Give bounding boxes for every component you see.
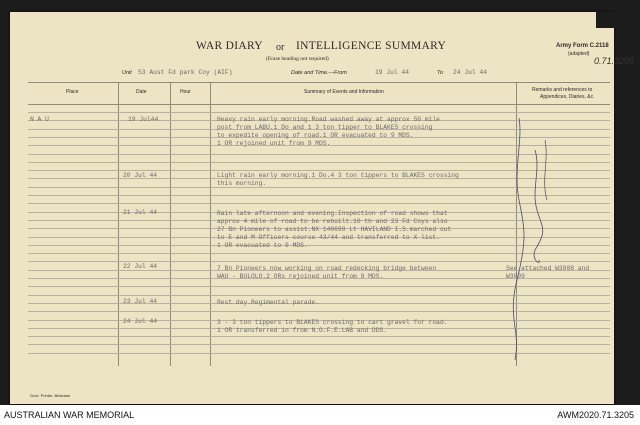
printer-credit: Govt. Printer, Brisbane (30, 393, 71, 398)
title-or: or (276, 42, 285, 53)
entry-3-line-4: to E and M Officers course 43/44 and transferred to X list. (217, 234, 440, 241)
column-header-place: Place (66, 89, 79, 95)
date-time-label: Date and Time.—From (291, 70, 347, 76)
entry-3-line-1: Rain late afternoon and evening.Inspection of road shows that (217, 210, 448, 217)
footer-accession-number: AWM2020.71.3205 (557, 410, 634, 420)
hour-column-divider (210, 82, 211, 366)
army-form-label: Army Form C.2118 (556, 43, 609, 49)
entry-2-line-1: Light rain early morning.1 Do.4 3 ton tippers to BLAKES crossing (217, 172, 459, 179)
title-war-diary: WAR DIARY (196, 40, 263, 52)
entry-4-line-2: WAU - BULOLO.2 ORs rejoined unit from 9 MDS. (217, 273, 384, 280)
entry-6-line-2: 1 OR transferred in from N.G.F.E.LAB and DDS. (217, 327, 388, 334)
entry-2-line-2: this morning. (217, 180, 267, 187)
entry-3-line-3: 27 Bn Pioneers to assist.NX 148698 Lt HAVILAND I.S.marched out (217, 226, 452, 233)
entry-1-line-2: post from LABU.1 Do and 1 3 ton tipper to BLAKES crossing (217, 124, 433, 131)
army-form-sub: (adapted) (568, 51, 590, 57)
pencil-annotation: 0.71.3205 (594, 56, 635, 66)
entry-1-line-3: to expedite opening of road.1 OR evacuated to 9 MDS. (217, 132, 414, 139)
column-header-date: Date (136, 89, 147, 95)
entry-4-date: 22 Jul 44 (123, 263, 158, 270)
date-column-divider (170, 82, 171, 366)
torn-corner (596, 12, 640, 28)
entry-5-date: 23 Jul 44 (123, 298, 158, 305)
entry-1-line-4: 1 OR rejoined unit from 9 MDS. (217, 140, 331, 147)
unit-label: Unit (122, 70, 132, 76)
entry-6-date: 24 Jul 44 (123, 318, 158, 325)
handwritten-signature (505, 110, 565, 370)
footer-institution: AUSTRALIAN WAR MEMORIAL (4, 410, 135, 420)
entry-1-date: 19 Jul44 (128, 116, 159, 123)
table-top-rule (28, 82, 610, 83)
archive-footer (0, 405, 640, 425)
entry-3-line-2: approx 4 mile of road to be rebuilt.10 th and 23 Fd Coys also (217, 218, 448, 225)
place-column-divider (118, 82, 119, 366)
header-bottom-rule (28, 104, 610, 105)
column-header-hour: Hour (180, 89, 191, 95)
unit-value: 53 Aust Fd park Coy (AIF) (138, 69, 233, 76)
entry-1-place: N A U (30, 116, 49, 123)
title-intelligence-summary: INTELLIGENCE SUMMARY (296, 40, 447, 52)
entry-3-date: 21 Jul 44 (123, 209, 158, 216)
entry-5-line-1: Rest day.Regimental parade. (217, 299, 320, 306)
column-header-summary: Summary of Events and Information (304, 89, 384, 95)
entry-4-line-1: 7 Bn Pioneers now working on road redecking bridge between (217, 265, 437, 272)
column-header-remarks-line2: Appendices, Diaries, &c. (540, 94, 595, 100)
to-label: To (437, 70, 443, 76)
column-header-remarks-line1: Remarks and references to (532, 87, 593, 93)
to-date: 24 Jul 44 (453, 69, 488, 76)
entry-6-line-1: 3 - 3 ton tippers to BLAKES crossing to cart gravel for road. (217, 319, 448, 326)
entry-1-line-1: Heavy rain early morning.Road washed away at approx 50 mile (217, 116, 440, 123)
entry-2-date: 20 Jul 44 (123, 172, 158, 179)
entry-4-remark: See attached W3008 and W3009 (506, 265, 590, 280)
erase-note: (Erase heading not required) (266, 56, 329, 62)
entry-3-line-5: 1 OR evacuated to 9 MDS. (217, 242, 308, 249)
from-date: 19 Jul 44 (375, 69, 410, 76)
